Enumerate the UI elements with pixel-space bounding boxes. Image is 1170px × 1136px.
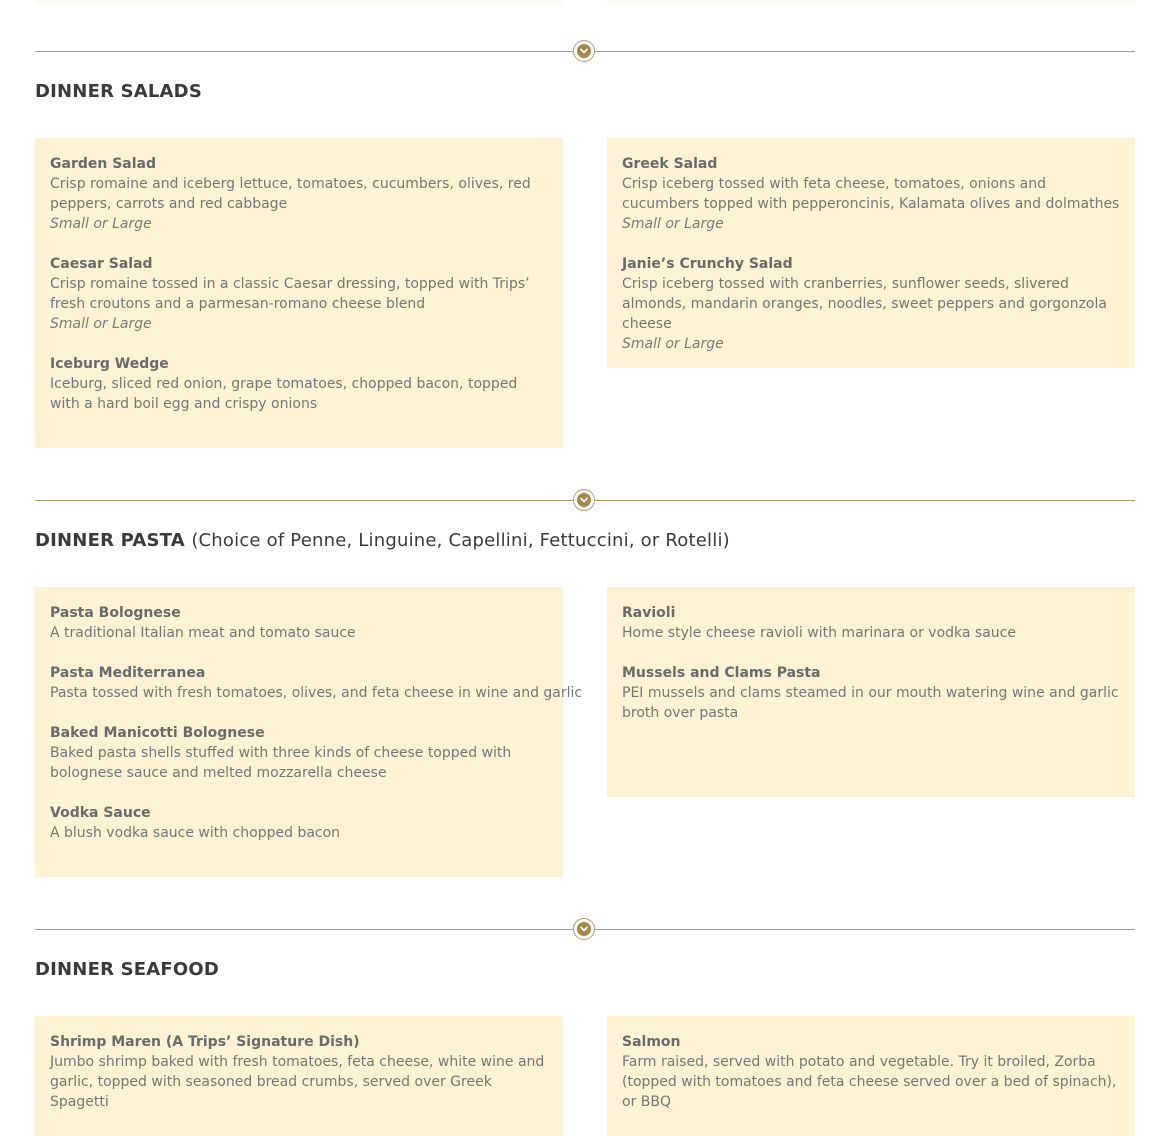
card-edge-left (35, 0, 563, 5)
menu-item-name: Shrimp Maren (A Trips’ Signature Dish) (50, 1034, 360, 1050)
previous-section-cards-edge (0, 0, 1170, 6)
section-divider (35, 489, 1135, 513)
menu-item-name: Pasta Bolognese (50, 605, 181, 621)
menu-item (50, 1032, 548, 1112)
menu-item-description: A blush vodka sauce with chopped bacon (50, 825, 341, 841)
chevron-down-icon (577, 44, 591, 58)
menu-item-description: Iceburg, sliced red onion, grape tomatoes, chopped bacon, topped with a hard boil egg and crispy onions (50, 376, 518, 412)
menu-item-size: Small or Large (622, 336, 724, 352)
menu-item (50, 663, 583, 703)
menu-item (50, 603, 548, 643)
menu-item-description: PEI mussels and clams steamed in our mouth watering wine and garlic broth over pasta (622, 685, 1119, 721)
menu-card-right (607, 587, 1135, 797)
menu-item-name: Ravioli (622, 605, 676, 621)
menu-item-name: Iceburg Wedge (50, 356, 169, 372)
menu-section-dinner-seafood (35, 918, 1135, 1113)
menu-item (50, 254, 548, 334)
menu-item-name: Baked Manicotti Bolognese (50, 725, 265, 741)
section-heading (35, 81, 202, 102)
menu-item-size: Small or Large (50, 316, 152, 332)
menu-item-size: Small or Large (622, 216, 724, 232)
section-heading (35, 530, 730, 551)
divider-badge[interactable] (573, 918, 595, 940)
menu-item-name: Pasta Mediterranea (50, 665, 206, 681)
chevron-down-icon (577, 493, 591, 507)
menu-item-description: Crisp iceberg tossed with feta cheese, tomatoes, onions and cucumbers topped with pepperoncinis, Kalamata olives and dolmathes (622, 176, 1120, 212)
menu-item-size: Small or Large (50, 216, 152, 232)
section-title: DINNER SALADS (35, 81, 202, 102)
menu-item (622, 154, 1120, 234)
menu-item (50, 354, 548, 414)
menu-item-description: Crisp romaine tossed in a classic Caesar dressing, topped with Trips’ fresh croutons and a parmesan-romano cheese blend (50, 276, 530, 312)
menu-item-name: Janie’s Crunchy Salad (622, 256, 793, 272)
section-divider (35, 918, 1135, 942)
menu-item (50, 723, 548, 783)
menu-item-description: Crisp romaine and iceberg lettuce, tomatoes, cucumbers, olives, red peppers, carrots and red cabbage (50, 176, 531, 212)
menu-card-right (607, 1016, 1135, 1136)
menu-item-description: Crisp iceberg tossed with cranberries, sunflower seeds, slivered almonds, mandarin oranges, noodles, sweet peppers and gorgonzola cheese (622, 276, 1107, 332)
menu-card-left (35, 1016, 563, 1136)
menu-item-name: Vodka Sauce (50, 805, 151, 821)
section-title: DINNER PASTA (35, 530, 185, 551)
menu-item-description: Baked pasta shells stuffed with three kinds of cheese topped with bolognese sauce and melted mozzarella cheese (50, 745, 512, 781)
menu-item (622, 254, 1120, 354)
section-title: DINNER SEAFOOD (35, 959, 220, 980)
menu-item-description: Home style cheese ravioli with marinara or vodka sauce (622, 625, 1016, 641)
menu-item-description: Pasta tossed with fresh tomatoes, olives, and feta cheese in wine and garlic (50, 685, 583, 701)
chevron-down-icon (577, 922, 591, 936)
menu-item (50, 154, 548, 234)
menu-card-right (607, 138, 1135, 368)
menu-item-description: Jumbo shrimp baked with fresh tomatoes, feta cheese, white wine and garlic, topped with seasoned bread crumbs, served over Greek Spagetti (50, 1054, 545, 1110)
menu-item-name: Salmon (622, 1034, 681, 1050)
menu-section-dinner-pasta (35, 489, 1135, 879)
menu-item-name: Greek Salad (622, 156, 718, 172)
card-edge-right (607, 0, 1135, 5)
section-divider (35, 40, 1135, 64)
menu-card-left (35, 587, 583, 877)
menu-item-name: Garden Salad (50, 156, 156, 172)
section-heading (35, 959, 219, 980)
divider-badge[interactable] (573, 489, 595, 511)
menu-item (50, 803, 548, 843)
menu-item (622, 603, 1120, 643)
section-note: (Choice of Penne, Linguine, Capellini, Fettuccini, or Rotelli) (191, 530, 730, 551)
menu-item-name: Mussels and Clams Pasta (622, 665, 821, 681)
menu-item (622, 1032, 1120, 1112)
menu-item-description: Farm raised, served with potato and vegetable. Try it broiled, Zorba (topped with tomatoes and feta cheese served over a bed of spinach), or BBQ (622, 1054, 1117, 1110)
menu-item-description: A traditional Italian meat and tomato sauce (50, 625, 356, 641)
divider-badge[interactable] (573, 40, 595, 62)
menu-item (622, 663, 1120, 723)
menu-item-name: Caesar Salad (50, 256, 153, 272)
menu-section-dinner-salads (35, 40, 1135, 450)
menu-card-left (35, 138, 563, 448)
